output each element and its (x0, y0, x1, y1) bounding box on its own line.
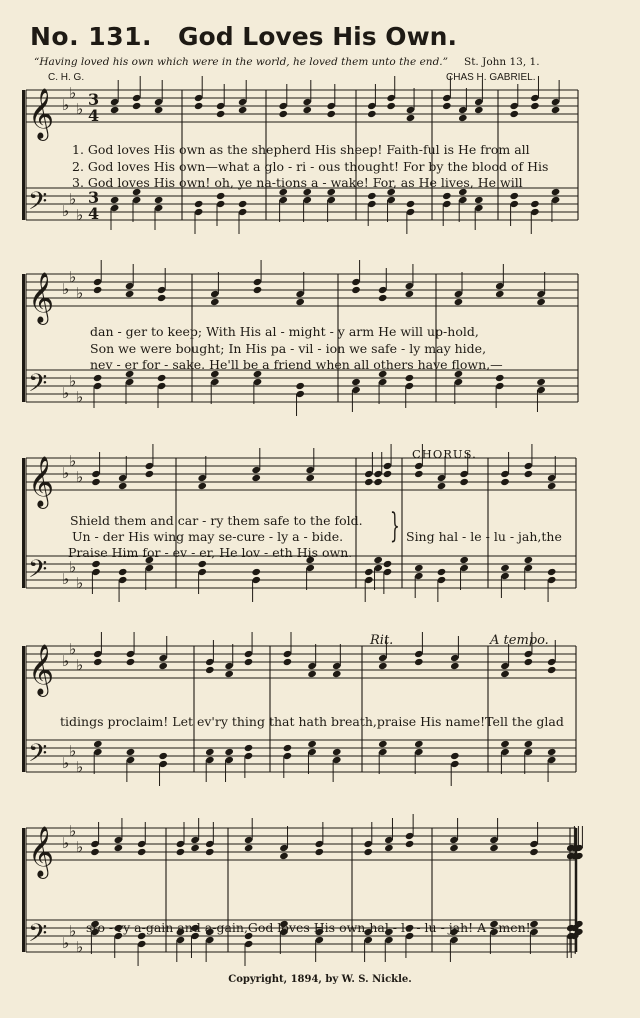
treble-notehead (547, 482, 557, 490)
flat-icon: ♭ (69, 922, 77, 940)
bass-notehead (367, 192, 377, 200)
treble-notehead (414, 470, 424, 478)
bass-clef-icon: 𝄢 (28, 919, 48, 954)
bass-notehead (307, 740, 317, 748)
system2-verse-2: Son we were bought; In His pa - vil - ion we safe - ly may hide, (90, 341, 487, 356)
treble-notehead (126, 658, 136, 666)
verse-3-line: 3. God loves His own! oh, ye na-tions a - wake! For, as He lives, He will (72, 175, 523, 190)
treble-notehead (216, 110, 226, 118)
bass-clef-icon: 𝄢 (28, 739, 48, 774)
treble-notehead (386, 102, 396, 110)
system3-verse-3: Praise Him for - ev - er, He lov - eth His own. (68, 545, 353, 560)
treble-notehead (459, 478, 469, 486)
hymn-number: No. 131. (30, 22, 152, 51)
bass-notehead (414, 564, 424, 572)
treble-notehead (547, 666, 557, 674)
flat-icon: ♭ (69, 452, 77, 470)
treble-notehead (383, 470, 393, 478)
treble-notehead (305, 474, 315, 482)
system2-verse-3: nev - er for - sake. He'll be a friend when all others have flown,— (90, 357, 503, 372)
flat-icon: ♭ (62, 280, 70, 298)
treble-notehead (110, 106, 120, 114)
treble-notehead (91, 478, 101, 486)
flat-icon: ♭ (69, 558, 77, 576)
flat-icon: ♭ (62, 652, 70, 670)
flat-icon: ♭ (62, 834, 70, 852)
treble-notehead (224, 670, 234, 678)
bass-notehead (205, 748, 215, 756)
bass-notehead (244, 744, 254, 752)
treble-notehead (137, 848, 147, 856)
bass-clef-icon: 𝄢 (28, 187, 48, 222)
flat-icon: ♭ (69, 190, 77, 208)
bass-notehead (224, 748, 234, 756)
treble-clef-icon: 𝄞 (28, 826, 55, 877)
treble-notehead (197, 482, 207, 490)
bass-notehead (93, 374, 103, 382)
verse-2-line: 2. God loves His own—what a glo - ri - ous thought! For by the blood of His (72, 159, 549, 174)
bass-notehead (373, 556, 383, 564)
bass-notehead (154, 196, 164, 204)
system4-lyric: tidings proclaim! Let ev'ry thing that hath breath,praise His name!Tell the glad (60, 714, 564, 729)
treble-notehead (244, 844, 254, 852)
treble-notehead (442, 102, 452, 110)
flat-icon: ♭ (69, 268, 77, 286)
treble-notehead (509, 110, 519, 118)
flat-icon: ♭ (62, 754, 70, 772)
treble-notehead (363, 848, 373, 856)
time-signature-digit: 4 (88, 106, 100, 125)
treble-notehead (450, 662, 460, 670)
treble-notehead (529, 848, 539, 856)
treble-notehead (93, 658, 103, 666)
treble-notehead (114, 844, 124, 852)
lyricist-credit: C. H. G. (48, 72, 85, 83)
bass-notehead (216, 192, 226, 200)
bass-notehead (437, 568, 447, 576)
flat-icon: ♭ (76, 100, 84, 118)
flat-icon: ♭ (76, 284, 84, 302)
system-bracket (22, 646, 25, 772)
bass-notehead (536, 378, 546, 386)
flat-icon: ♭ (76, 938, 84, 956)
treble-notehead (449, 844, 459, 852)
bass-notehead (509, 192, 519, 200)
treble-notehead (530, 102, 540, 110)
flat-icon: ♭ (62, 384, 70, 402)
flat-icon: ♭ (62, 202, 70, 220)
treble-notehead (332, 670, 342, 678)
bass-notehead (364, 568, 374, 576)
flat-icon: ♭ (62, 934, 70, 952)
bass-notehead (283, 744, 293, 752)
bass-notehead (551, 188, 561, 196)
composer-credit: CHAS H. GABRIEL. (446, 72, 536, 83)
treble-notehead (295, 298, 305, 306)
hymn-title: God Loves His Own. (178, 22, 457, 51)
treble-notehead (154, 106, 164, 114)
system3-verse-2: Un - der His wing may se-cure - ly a - bide. (72, 529, 344, 544)
bass-clef-icon: 𝄢 (28, 369, 48, 404)
system5-lyric: sto - ry a-gain and a-gain,God loves His own,hal - le - lu - jah! A - men! (86, 920, 531, 935)
flat-icon: ♭ (62, 464, 70, 482)
bass-notehead (118, 568, 128, 576)
treble-notehead (158, 662, 168, 670)
flat-icon: ♭ (76, 388, 84, 406)
bass-notehead (378, 740, 388, 748)
treble-notehead (454, 298, 464, 306)
treble-notehead (210, 298, 220, 306)
bass-notehead (405, 374, 415, 382)
treble-clef-icon: 𝄞 (28, 272, 55, 323)
flat-icon: ♭ (69, 372, 77, 390)
flat-icon: ♭ (76, 468, 84, 486)
bass-notehead (547, 568, 557, 576)
bass-notehead (93, 740, 103, 748)
treble-notehead (384, 844, 394, 852)
treble-notehead (283, 658, 293, 666)
treble-notehead (458, 114, 468, 122)
treble-notehead (279, 852, 289, 860)
treble-notehead (90, 848, 100, 856)
treble-notehead (205, 848, 215, 856)
treble-notehead (157, 294, 167, 302)
flat-icon: ♭ (76, 656, 84, 674)
treble-notehead (378, 662, 388, 670)
treble-notehead (378, 294, 388, 302)
treble-notehead (489, 844, 499, 852)
treble-notehead (205, 666, 215, 674)
treble-notehead (364, 478, 374, 486)
treble-notehead (253, 286, 263, 294)
system2-verse-1: dan - ger to keep; With His al - might - y arm He will up-hold, (90, 324, 479, 339)
system-bracket (22, 274, 25, 402)
bass-notehead (474, 196, 484, 204)
treble-notehead (326, 110, 336, 118)
flat-icon: ♭ (69, 84, 77, 102)
treble-notehead (474, 106, 484, 114)
treble-notehead (495, 290, 505, 298)
bass-clef-icon: 𝄢 (28, 555, 48, 590)
verse-1-line: 1. God loves His own as the shepherd His sheep! Faith-ful is He from all (72, 142, 530, 157)
treble-notehead (125, 290, 135, 298)
bass-notehead (238, 200, 248, 208)
treble-notehead (238, 106, 248, 114)
time-signature-digit: 3 (88, 90, 100, 109)
treble-notehead (176, 848, 186, 856)
bass-notehead (500, 740, 510, 748)
bass-notehead (158, 752, 168, 760)
bass-notehead (530, 200, 540, 208)
treble-notehead (551, 106, 561, 114)
treble-notehead (373, 478, 383, 486)
bass-notehead (547, 748, 557, 756)
treble-clef-icon: 𝄞 (28, 644, 55, 695)
treble-notehead (93, 286, 103, 294)
bass-notehead (332, 748, 342, 756)
chorus-label: CHORUS. (412, 447, 477, 461)
bass-notehead (383, 560, 393, 568)
bass-notehead (524, 556, 534, 564)
bass-notehead (406, 200, 416, 208)
bass-notehead (495, 374, 505, 382)
treble-notehead (406, 114, 416, 122)
flat-icon: ♭ (69, 822, 77, 840)
bass-notehead (295, 382, 305, 390)
flat-icon: ♭ (69, 640, 77, 658)
chorus-start-lyric: Sing hal - le - lu - jah,the (406, 529, 562, 544)
flat-icon: ♭ (76, 206, 84, 224)
treble-notehead (190, 844, 200, 852)
treble-notehead (367, 110, 377, 118)
bass-notehead (126, 748, 136, 756)
copyright-notice: Copyright, 1894, by W. S. Nickle. (228, 974, 412, 985)
bass-notehead (194, 200, 204, 208)
treble-notehead (194, 102, 204, 110)
treble-notehead (278, 110, 288, 118)
bass-notehead (110, 196, 120, 204)
bass-notehead (524, 740, 534, 748)
bass-notehead (251, 568, 261, 576)
treble-notehead (244, 658, 254, 666)
treble-notehead (307, 670, 317, 678)
system-bracket (22, 90, 25, 220)
treble-notehead (524, 658, 534, 666)
system-bracket (22, 828, 25, 952)
treble-notehead (500, 478, 510, 486)
treble-notehead (145, 470, 155, 478)
treble-notehead (405, 840, 415, 848)
treble-notehead (437, 482, 447, 490)
bass-notehead (459, 556, 469, 564)
flat-icon: ♭ (76, 758, 84, 776)
flat-icon: ♭ (76, 838, 84, 856)
scripture-reference: St. John 13, 1. (464, 56, 540, 68)
system3-verse-1: Shield them and car - ry them safe to the fold. (70, 513, 363, 528)
treble-notehead (405, 290, 415, 298)
epigraph-quote: “Having loved his own which were in the world, he loved them unto the end.” (34, 56, 449, 68)
treble-notehead (414, 658, 424, 666)
treble-notehead (118, 482, 128, 490)
treble-notehead (524, 470, 534, 478)
flat-icon: ♭ (76, 574, 84, 592)
treble-notehead (351, 286, 361, 294)
bass-notehead (414, 740, 424, 748)
bass-notehead (157, 374, 167, 382)
a-tempo-mark: A tempo. (490, 633, 549, 648)
bass-notehead (450, 752, 460, 760)
treble-notehead (251, 474, 261, 482)
time-signature-digit: 3 (88, 188, 100, 207)
bass-notehead (351, 378, 361, 386)
treble-notehead (314, 848, 324, 856)
bass-notehead (442, 192, 452, 200)
treble-notehead (500, 670, 510, 678)
verse-brace-icon: } (390, 506, 400, 546)
flat-icon: ♭ (62, 96, 70, 114)
treble-notehead (536, 298, 546, 306)
ritardando-mark: Rit. (370, 633, 394, 648)
time-signature-digit: 4 (88, 204, 100, 223)
bass-notehead (500, 564, 510, 572)
treble-clef-icon: 𝄞 (28, 88, 55, 139)
flat-icon: ♭ (69, 742, 77, 760)
treble-clef-icon: 𝄞 (28, 456, 55, 507)
treble-notehead (132, 102, 142, 110)
flat-icon: ♭ (62, 570, 70, 588)
system-bracket (22, 458, 25, 588)
treble-notehead (302, 106, 312, 114)
